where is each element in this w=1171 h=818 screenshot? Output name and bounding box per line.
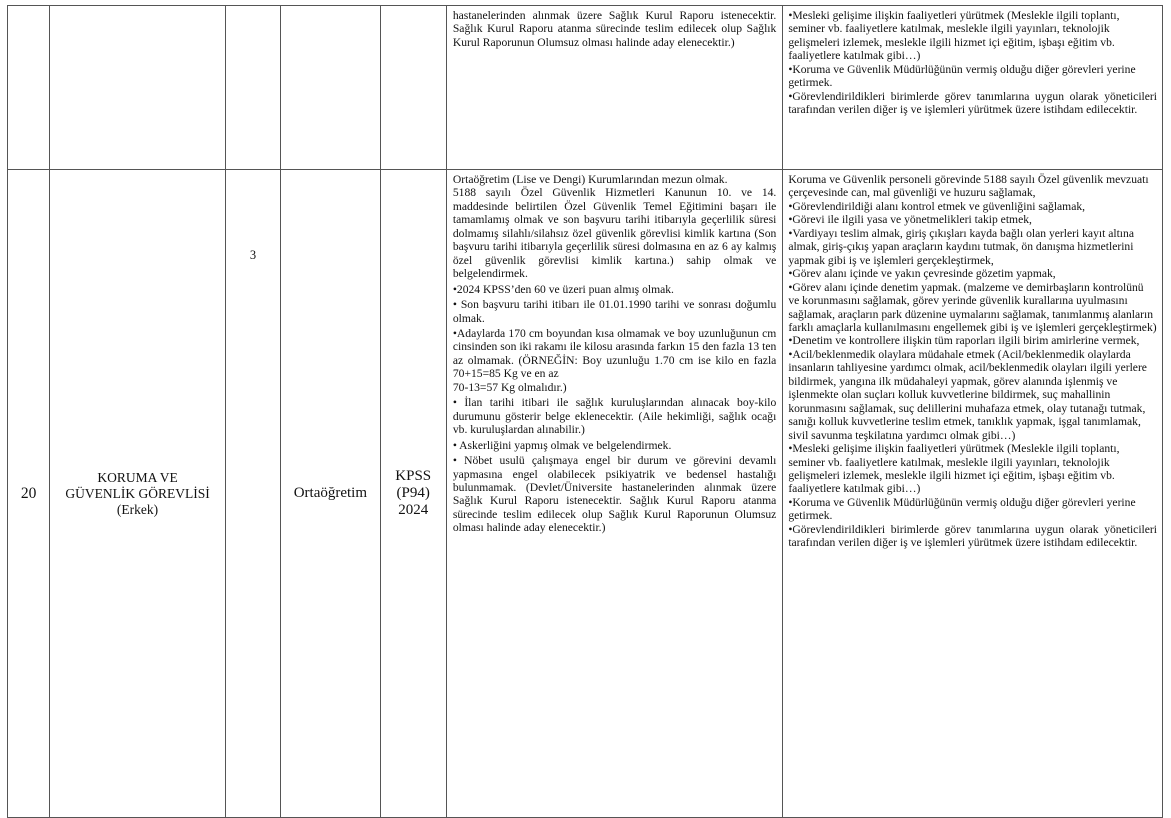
duty-item: •Görevlendirildikleri birimlerde görev tanımlarına uygun olarak yöneticileri tarafından verilen diğer iş ve işlemleri yürütmek üzere istihdam edilecektir. [788,89,1157,117]
requirement-item: •Adaylarda 170 cm boyundan kısa olmamak ve boy uzunluğunun cm cinsinden son iki rakamı ile kilosu arasında farkın 15 den fazla 13 ten az olmamak. (ÖRNEĞİN: Boy uzunluğu 1.70 cm ise kilo en fazla 70+15=85 Kg ve en az [452,326,777,381]
position-title-line: GÜVENLİK GÖREVLİSİ [65,485,210,501]
requirement-item: Ortaöğretim (Lise ve Dengi) Kurumlarından mezun olmak. [452,173,728,186]
duty-item: Koruma ve Güvenlik personeli görevinde 5188 sayılı Özel güvenlik mevzuatı çerçevesinde can, mal güvenliği ve huzuru sağlamak, [788,173,1149,200]
requirement-item: • Son başvuru tarihi itibarı ile 01.01.1990 tarihi ve sonrası doğumlu olmak. [452,298,777,325]
position-title-cell [50,6,226,170]
duties-cell [783,170,1163,818]
requirement-item: hastanelerinden alınmak üzere Sağlık Kurul Raporu istenecektir. Sağlık Kurul Raporu atanma sürecinde teslim edilecek olup Sağlık Kurul Raporunun Olumsuz olması halinde aday elenecektir.) [452,9,777,49]
duty-item: •Acil/beklenmedik olaylara müdahale etmek (Acil/beklenmedik olaylarda insanların tahliyesine yardımcı olmak, acil/beklenmedik olayları ilgili yerlere bildirmek, yangına ilk müdahaleyi yapmak, görev alanında işlenmiş ve işlenmekte olan suçları kolluk kuvvetlerine bildirmek, suç mahallinin korunmasını sağlamak, suç delillerini muhafaza etmek, olay tutanağı tutmak, sanığı kolluk kuvvetlerine teslim etmek, tanıklık yapmak, işgal tanımlamak, sivil savunma teşkilatına yardımcı olmak gibi…) [788,347,1147,442]
duty-item: •Vardiyayı teslim almak, giriş çıkışları kayda bağlı olan yerleri kayıt altına almak, giriş-çıkış yapan araçların kaydını tutmak, ön danışma hizmetlerini yapmak gibi iş ve işlemleri gerçekleştirmek, [788,226,1134,267]
requirement-item: •2024 KPSS’den 60 ve üzeri puan almış olmak. [452,282,674,296]
requirement-item: • Askerliğini yapmış olmak ve belgelendirmek. [452,438,672,452]
education-cell: Ortaöğretim [281,170,380,818]
position-title-cell [50,170,226,818]
exam-score-type: (P94) [396,485,430,501]
requirement-item: 5188 sayılı Özel Güvenlik Hizmetleri Kanunun 10. ve 14. maddesinde belirtilen Özel Güvenlik Temel Eğitimini başarı ile tamamlamış olmak ve son başvuru tarihi itibarıyla geçerlilik süresi dolmamış silahlı/silahsız özel güvenlik görevlisi kimlik kartına (Son başvuru tarihi itibarıyla geçerlilik süresi dolmasına en az 6 ay kalmış özel güvenlik görevlisi kimlik kartına.) sahip olmak ve belgelendirmek. [452,186,777,281]
quantity-cell: 3 [225,170,280,818]
exam-cell [380,6,446,170]
requirement-item: • Nöbet usulü çalışmaya engel bir durum ve görevini devamlı yapmasına engel olabilecek psikiyatrik ve bedensel hastalığı bulunmamak. (Devlet/Üniversite hastanelerinden alınmak üzere Sağlık Kurul Raporu istenecektir. Sağlık Kurul Raporu atanma sürecinde teslim edilecek olup Sağlık Kurul Raporunun Olumsuz olması halinde aday elenecektir.) [452,454,777,535]
row-number-cell [8,6,50,170]
duty-item: •Görev alanı içinde ve yakın çevresinde gözetim yapmak, [788,267,1056,281]
duty-item: •Koruma ve Güvenlik Müdürlüğünün vermiş olduğu diğer görevleri yerine getirmek. [788,495,1136,523]
quantity-cell [225,6,280,170]
requirements-cell [446,6,782,170]
job-listing-table [7,5,1163,818]
duty-item: •Görevlendirildiği alanı kontrol etmek ve güvenliğini sağlamak, [788,199,1086,213]
row-number-cell: 20 [8,170,50,818]
exam-type: KPSS [395,468,432,484]
requirement-item: 70-13=57 Kg olmalıdır.) [452,380,567,394]
requirements-cell [446,170,782,818]
duty-item: •Mesleki gelişime ilişkin faaliyetleri yürütmek (Meslekle ilgili toplantı, seminer vb. faaliyetlere katılmak, meslekle ilgili yayınları, teknolojik gelişmeleri izlemek, meslekle ilgili hizmet içi eğitim, işbaşı eğitim vb. faaliyetlere katılmak gibi…) [788,9,1120,63]
table-row-continued [8,6,1163,170]
exam-cell [380,170,446,818]
duties-cell [783,6,1163,170]
requirement-item: • İlan tarihi itibari ile sağlık kuruluşlarından alınacak boy-kilo durumunu gösterir belge eklenecektir. (Aile hekimliği, sağlık ocağı vb. kuruluşlardan alınabilir.) [452,396,777,437]
duty-item: •Denetim ve kontrollere ilişkin tüm raporları ilgili birim amirlerine vermek, [788,334,1140,348]
position-gender: (Erkek) [116,501,159,517]
exam-year: 2024 [398,502,429,518]
duty-item: •Görevi ile ilgili yasa ve yönetmelikleri takip etmek, [788,213,1032,227]
education-cell [281,6,380,170]
duty-item: •Mesleki gelişime ilişkin faaliyetleri yürütmek (Meslekle ilgili toplantı, seminer vb. faaliyetlere katılmak, meslekle ilgili yayınları, teknolojik gelişmeleri izlemek, meslekle ilgili hizmet içi eğitim, işbaşı eğitim vb. faaliyetlere katılmak gibi…) [788,442,1120,496]
duty-item: •Koruma ve Güvenlik Müdürlüğünün vermiş olduğu diğer görevleri yerine getirmek. [788,62,1136,90]
duty-item: •Görevlendirildikleri birimlerde görev tanımlarına uygun olarak yöneticileri tarafından verilen diğer iş ve işlemleri yürütmek üzere istihdam edilecektir. [788,522,1157,550]
table-row [8,170,1163,818]
position-title-line: KORUMA VE [97,469,178,485]
duty-item: •Görev alanı içinde denetim yapmak. (malzeme ve demirbaşların kontrolünü ve korunmasını sağlamak, görev yerinde güvenlik kurallarına uyulmasını sağlamak, araçların park düzenine uymalarını sağlamak, tanımlanmış alanların farklı amaçlarla kullanılmasını engellemek gibi iş ve işlemleri gerçekleştirmek) [788,280,1157,334]
